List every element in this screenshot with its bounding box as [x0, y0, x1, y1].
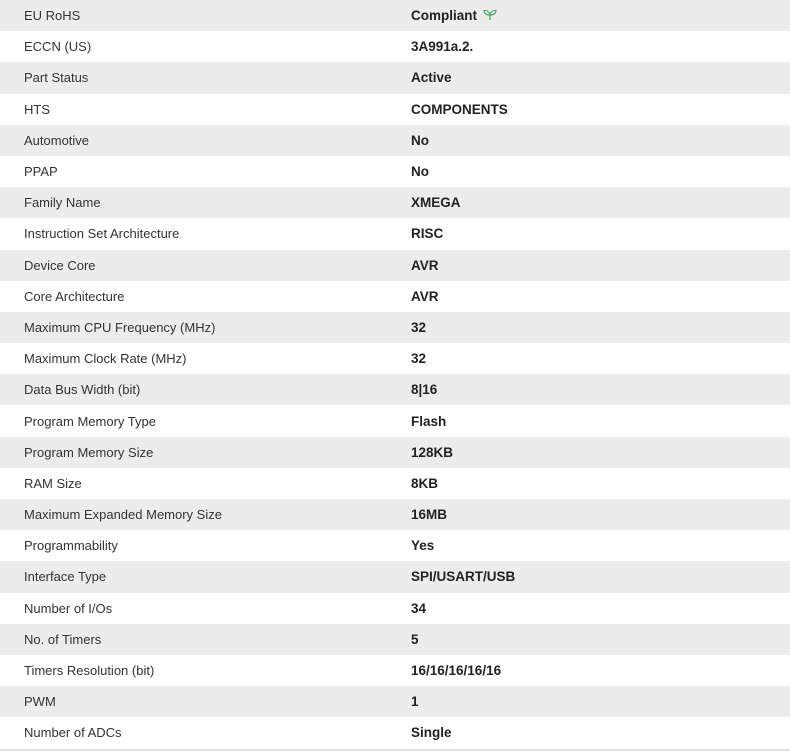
spec-label: PWM: [24, 694, 56, 710]
spec-row: [0, 281, 790, 312]
spec-row: [0, 94, 790, 125]
spec-value-cell: [411, 156, 790, 187]
spec-value: 5: [411, 631, 419, 647]
spec-value-cell: [411, 405, 790, 436]
spec-row: [0, 624, 790, 655]
spec-row: [0, 655, 790, 686]
spec-value: SPI/USART/USB: [411, 569, 516, 585]
spec-label: No. of Timers: [24, 631, 102, 647]
spec-label: Family Name: [24, 195, 101, 211]
spec-label: Maximum CPU Frequency (MHz): [24, 319, 216, 335]
spec-label: Core Architecture: [24, 288, 125, 304]
spec-value: Single: [411, 725, 452, 741]
spec-value: COMPONENTS: [411, 101, 508, 117]
spec-label: Automotive: [24, 132, 90, 148]
spec-label: Maximum Clock Rate (MHz): [24, 351, 187, 367]
spec-row: [0, 312, 790, 343]
spec-value: 32: [411, 319, 427, 335]
spec-row: [0, 374, 790, 405]
spec-label: Program Memory Type: [24, 413, 156, 429]
spec-value: 16/16/16/16/16: [411, 663, 502, 679]
spec-value-cell: [411, 187, 790, 218]
spec-value: 128KB: [411, 444, 454, 460]
spec-row: [0, 31, 790, 62]
spec-value-cell: [411, 624, 790, 655]
spec-label: Data Bus Width (bit): [24, 382, 141, 398]
spec-row: [0, 187, 790, 218]
spec-value-cell: [411, 530, 790, 561]
spec-row: [0, 593, 790, 624]
spec-label: ECCN (US): [24, 39, 92, 55]
spec-label: PPAP: [24, 164, 58, 180]
spec-row: [0, 343, 790, 374]
spec-label: Programmability: [24, 538, 118, 554]
spec-row: [0, 686, 790, 717]
spec-value: 3A991a.2.: [411, 39, 474, 55]
spec-value-cell: [411, 94, 790, 125]
spec-row: [0, 561, 790, 592]
spec-row: [0, 717, 790, 748]
spec-label: RAM Size: [24, 475, 82, 491]
spec-value: RISC: [411, 226, 444, 242]
spec-value: Yes: [411, 538, 435, 554]
spec-value: Flash: [411, 413, 447, 429]
spec-label: Number of I/Os: [24, 600, 113, 616]
spec-label: Instruction Set Architecture: [24, 226, 180, 242]
spec-row: [0, 468, 790, 499]
spec-value-cell: [411, 561, 790, 592]
spec-value-cell: [411, 218, 790, 249]
spec-value-cell: [411, 281, 790, 312]
spec-value-cell: [411, 468, 790, 499]
spec-label: Number of ADCs: [24, 725, 122, 741]
spec-label: Maximum Expanded Memory Size: [24, 507, 222, 523]
spec-label: HTS: [24, 101, 50, 117]
spec-value: No: [411, 164, 429, 180]
spec-value: AVR: [411, 288, 439, 304]
spec-value-cell: [411, 686, 790, 717]
spec-value: 8|16: [411, 382, 438, 398]
spec-row: [0, 530, 790, 561]
spec-value-cell: [411, 717, 790, 748]
spec-label: Program Memory Size: [24, 444, 154, 460]
spec-value: 16MB: [411, 507, 448, 523]
spec-value-cell: [411, 593, 790, 624]
spec-value: 1: [411, 694, 419, 710]
spec-value-cell: [411, 655, 790, 686]
spec-value-cell: [411, 437, 790, 468]
spec-value: XMEGA: [411, 195, 461, 211]
spec-value-cell: [411, 31, 790, 62]
spec-label: Timers Resolution (bit): [24, 663, 155, 679]
spec-row: [0, 0, 790, 31]
spec-label: Part Status: [24, 70, 89, 86]
spec-value: Compliant: [411, 8, 477, 24]
spec-value-cell: [411, 499, 790, 530]
spec-label: EU RoHS: [24, 8, 81, 24]
spec-value-cell: [411, 250, 790, 281]
spec-row: [0, 499, 790, 530]
spec-value: 32: [411, 351, 427, 367]
spec-value-cell: [411, 125, 790, 156]
spec-value: 34: [411, 600, 427, 616]
spec-value: No: [411, 132, 429, 148]
spec-row: [0, 156, 790, 187]
spec-row: [0, 437, 790, 468]
spec-value-cell: [411, 0, 790, 31]
spec-row: [0, 250, 790, 281]
spec-label: Device Core: [24, 257, 96, 273]
spec-row: [0, 405, 790, 436]
spec-value-cell: [411, 343, 790, 374]
spec-value-cell: [411, 374, 790, 405]
spec-label: Interface Type: [24, 569, 107, 585]
spec-value: Active: [411, 70, 452, 86]
spec-value-cell: [411, 62, 790, 93]
spec-row: [0, 218, 790, 249]
spec-value: 8KB: [411, 475, 439, 491]
table-bottom-divider: [0, 749, 790, 751]
spec-row: [0, 62, 790, 93]
leaf-icon: [483, 9, 497, 21]
spec-row: [0, 125, 790, 156]
spec-value: AVR: [411, 257, 439, 273]
spec-value-cell: [411, 312, 790, 343]
